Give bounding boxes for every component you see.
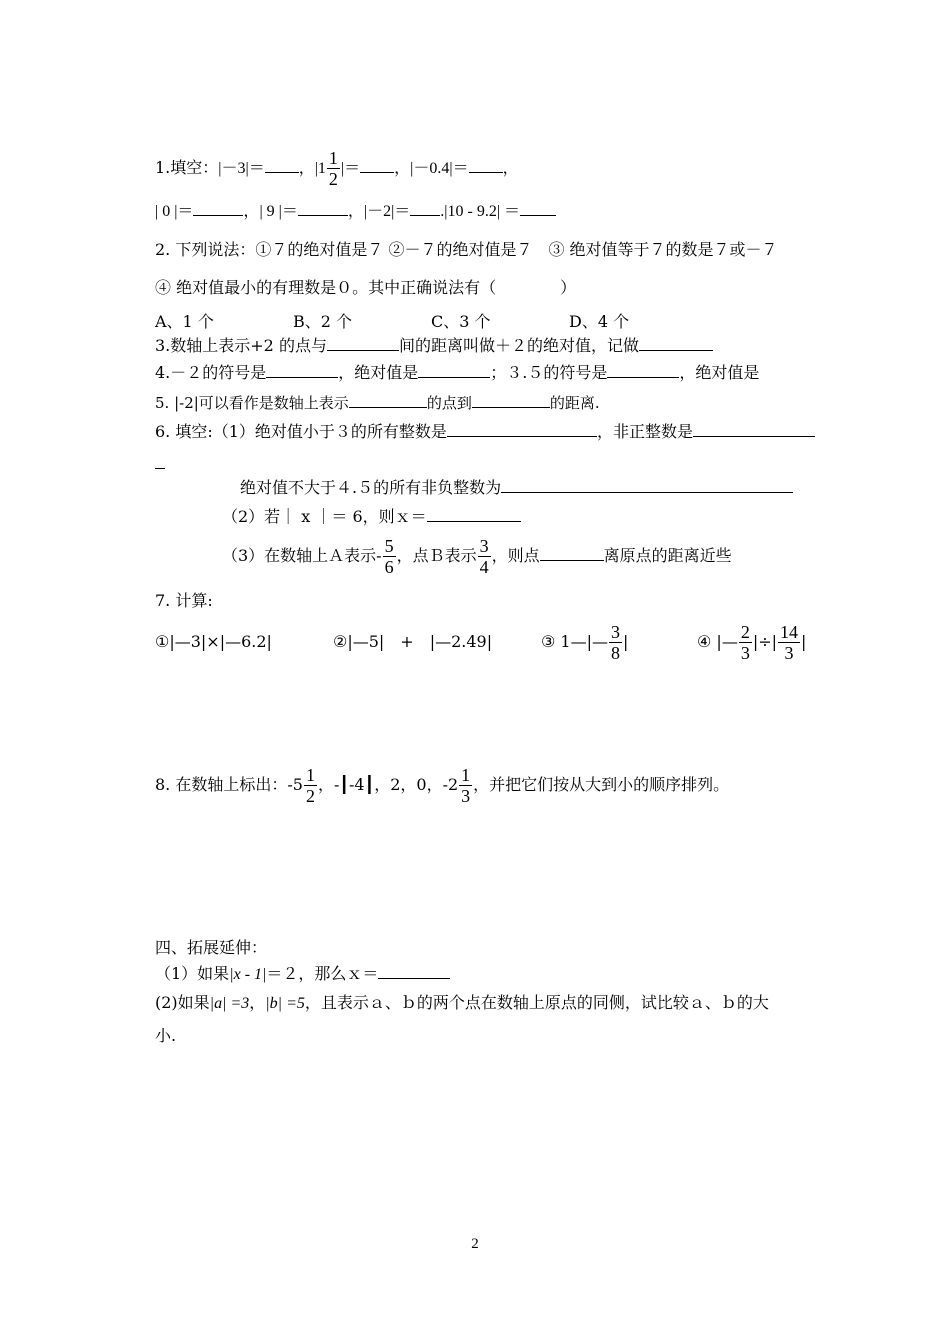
q6-l4-tail: 离原点的距离近些 bbox=[603, 546, 732, 565]
q2-line1: 2. 下列说法：①７的绝对值是７ ②－７的绝对值是７ ③ 绝对值等于７的数是７或－７ bbox=[155, 240, 778, 259]
q1-g: |10 - 9.2| ＝ bbox=[444, 203, 521, 220]
q8-pre: 8. 在数轴上标出：-5 bbox=[155, 775, 303, 794]
q3-pre: 3.数轴上表示+2 的点与 bbox=[155, 336, 327, 355]
q6-l1-pre: 6. 填空:（1）绝对值小于３的所有整数是 bbox=[155, 422, 447, 441]
blank[interactable] bbox=[327, 336, 399, 351]
q1-b-pre: |1 bbox=[314, 160, 326, 177]
q2-option-a[interactable]: A、1 个 bbox=[155, 312, 214, 331]
q3 bbox=[155, 336, 713, 356]
fraction: $\frac{1}{2}$ bbox=[305, 765, 315, 806]
q7-item2: ②|—5| + |—2.49| bbox=[333, 632, 493, 651]
q3-mid: 间的距离叫做＋２的绝对值，记做 bbox=[398, 336, 639, 355]
q6-line4 bbox=[222, 536, 732, 577]
blank[interactable] bbox=[155, 454, 165, 469]
q2-option-d[interactable]: D、4 个 bbox=[569, 312, 630, 331]
blank[interactable] bbox=[540, 546, 604, 561]
blank[interactable] bbox=[193, 201, 243, 216]
q6-l4-end: ，则点 bbox=[491, 546, 540, 565]
q4-pre: 4.－２的符号是 bbox=[155, 363, 267, 382]
blank[interactable] bbox=[472, 393, 550, 408]
q6-line2 bbox=[240, 478, 793, 498]
blank[interactable] bbox=[418, 363, 490, 378]
q1-d: | 0 |＝ bbox=[155, 203, 194, 220]
sec4-p2: (2)如果|a| =3，|b| =5，且表示ａ、ｂ的两个点在数轴上原点的同侧，试比较ａ、ｂ的大 bbox=[155, 993, 769, 1012]
blank[interactable] bbox=[520, 201, 556, 216]
q2-option-c[interactable]: C、3 个 bbox=[431, 312, 491, 331]
expr-a: |a| =3 bbox=[209, 995, 250, 1012]
fraction: $\frac{1}{2}$ bbox=[328, 148, 338, 189]
sep: ， bbox=[347, 203, 364, 220]
blank[interactable] bbox=[639, 336, 713, 351]
blank[interactable] bbox=[447, 422, 597, 437]
fraction: $\frac{3}{8}$ bbox=[611, 622, 620, 663]
blank[interactable] bbox=[266, 363, 338, 378]
sec4-p1: （1）如果|x - 1|＝２，那么ｘ＝ bbox=[155, 964, 450, 985]
q7-item4: ④ |— $\frac{2}{3}$ |÷| $\frac{14}{3}$ | bbox=[697, 622, 807, 663]
q1-a: |－3|＝ bbox=[218, 160, 265, 177]
q2-line2: ④ 绝对值最小的有理数是０。其中正确说法有（ ） bbox=[155, 278, 577, 297]
sec4-title: 四、拓展延伸： bbox=[155, 938, 268, 957]
expr-b: |b| =5 bbox=[265, 995, 305, 1012]
sep: ， bbox=[298, 158, 315, 177]
blank[interactable] bbox=[469, 158, 503, 173]
q7-items bbox=[155, 622, 806, 663]
q8 bbox=[155, 765, 729, 806]
blank[interactable] bbox=[427, 507, 521, 522]
blank[interactable] bbox=[607, 363, 679, 378]
q6-wrap bbox=[155, 454, 165, 474]
q8-end: ，并把它们按从大到小的顺序排列。 bbox=[473, 775, 730, 794]
q4-mid1: ，绝对值是 bbox=[338, 363, 419, 382]
q6-l4-mid: ，点Ｂ表示 bbox=[396, 546, 477, 565]
blank[interactable] bbox=[693, 422, 815, 437]
q5-pre: 5. |-2|可以看作是数轴上表示 bbox=[155, 394, 349, 412]
sep: ， bbox=[243, 203, 260, 220]
q4-mid3: ，绝对值是 bbox=[679, 363, 760, 382]
q1-line1 bbox=[155, 148, 519, 189]
fraction: $\frac{1}{3}$ bbox=[461, 765, 471, 806]
sep: ， bbox=[502, 158, 519, 177]
q4 bbox=[155, 363, 759, 383]
fraction: $\frac{14}{3}$ bbox=[780, 622, 799, 663]
q5-mid: 的点到 bbox=[426, 394, 472, 412]
q6-l4-pre: （3）在数轴上Ａ表示- bbox=[222, 546, 382, 565]
blank[interactable] bbox=[360, 158, 394, 173]
q1-line2 bbox=[155, 201, 556, 222]
page-number: 2 bbox=[471, 1236, 479, 1252]
blank[interactable] bbox=[349, 393, 427, 408]
blank[interactable] bbox=[378, 964, 450, 979]
q1-f: |－2|＝ bbox=[363, 203, 411, 220]
blank[interactable] bbox=[501, 478, 793, 493]
q7-item3: ③ 1—|— $\frac{3}{8}$ | bbox=[541, 622, 629, 663]
q4-mid2: ；３.５的符号是 bbox=[490, 363, 608, 382]
q7-title: 7. 计算: bbox=[155, 591, 213, 610]
q6-l1-mid: ，非正整数是 bbox=[596, 422, 693, 441]
blank[interactable] bbox=[298, 201, 348, 216]
q6-l2: 绝对值不大于４.５的所有非负整数为 bbox=[240, 478, 502, 497]
q5 bbox=[155, 393, 600, 413]
q6-line3 bbox=[222, 507, 521, 527]
dot: . bbox=[440, 203, 445, 220]
q7-item1: ①|—3|×|—6.2| bbox=[155, 632, 272, 651]
q2-options bbox=[155, 312, 629, 332]
blank[interactable] bbox=[410, 201, 440, 216]
q8-mid: ，-┃-4┃，2，0，-2 bbox=[317, 775, 459, 794]
expr: |x - 1| bbox=[229, 966, 267, 983]
blank[interactable] bbox=[265, 158, 299, 173]
sec4-p2-end: 小. bbox=[155, 1026, 177, 1045]
sep: ， bbox=[394, 158, 411, 177]
fraction: $\frac{2}{3}$ bbox=[740, 622, 750, 663]
q1-e: | 9 |＝ bbox=[259, 203, 298, 220]
q2-option-b[interactable]: B、2 个 bbox=[293, 312, 353, 331]
q6-line1 bbox=[155, 422, 815, 442]
fraction: $\frac{3}{4}$ bbox=[479, 536, 489, 577]
q1-lead: 1.填空： bbox=[155, 158, 219, 177]
q1-b-post: |＝ bbox=[340, 160, 361, 177]
fraction: $\frac{5}{6}$ bbox=[384, 536, 394, 577]
q1-c: |－0.4|＝ bbox=[410, 160, 469, 177]
q5-end: 的距离. bbox=[549, 394, 600, 412]
q6-l3: （2）若｜ x ｜＝ 6，则ｘ＝ bbox=[222, 507, 427, 526]
